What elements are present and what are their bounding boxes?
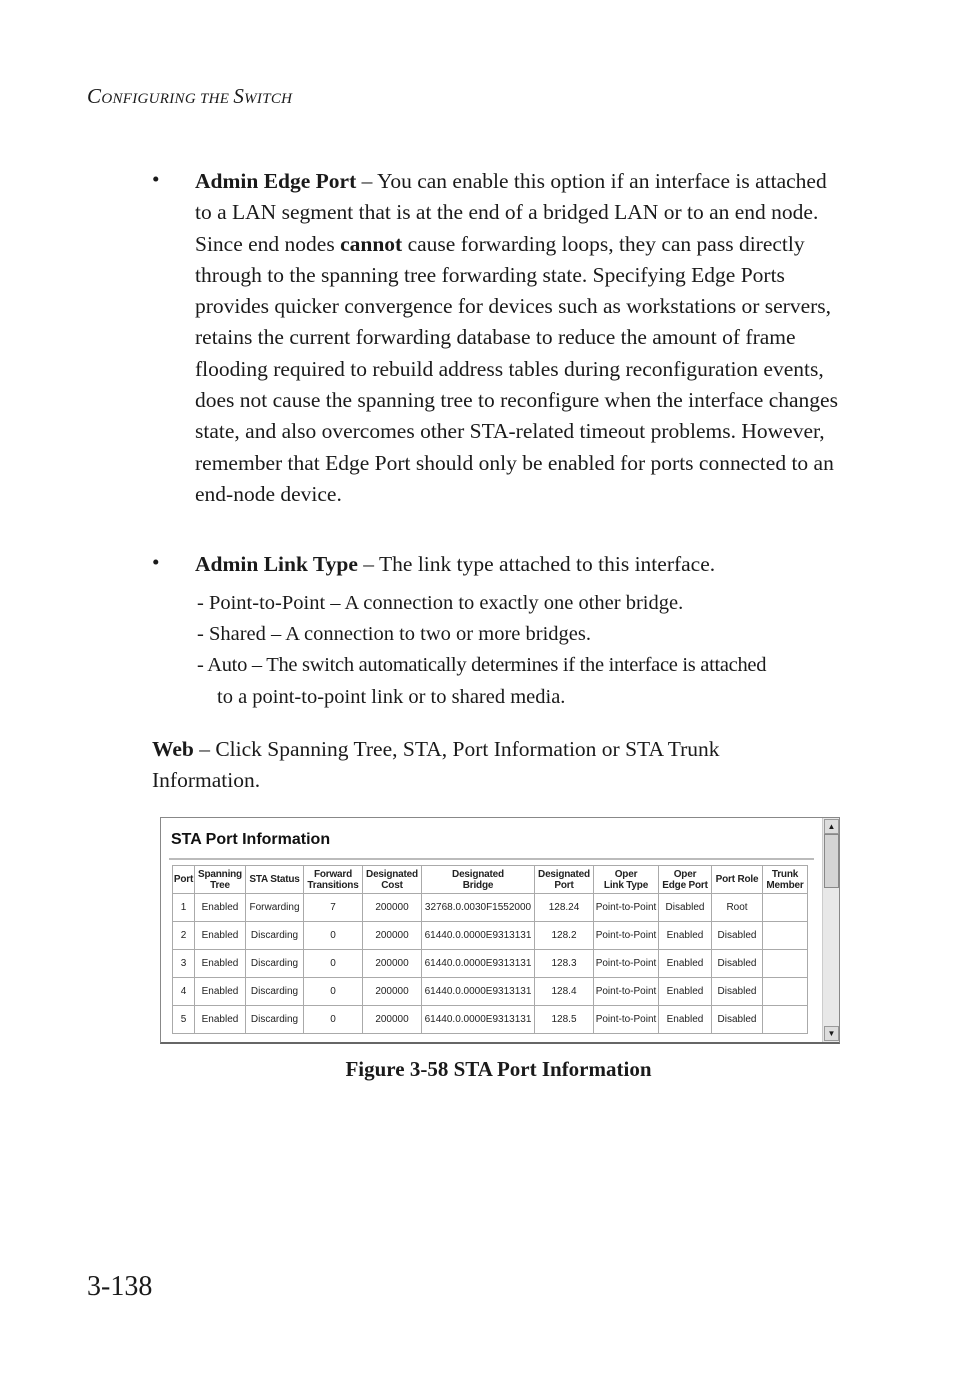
- table-cell: 32768.0.0030F1552000: [422, 894, 534, 921]
- link-type-item: - Point-to-Point – A connection to exactly one other bridge.: [197, 592, 684, 614]
- scrollbar[interactable]: [822, 818, 839, 1042]
- table-cell: Enabled: [659, 978, 711, 1005]
- table-cell: Enabled: [195, 922, 245, 949]
- column-header-text: Spanning: [198, 868, 242, 880]
- table-cell: [763, 950, 807, 977]
- text: cause forwarding loops, they can pass directly through to the spanning tree forwarding state. Specifying Edge Ports provides quicker convergence for devices such as workstations or servers, retains the current forwarding database to reduce the amount of frame flooding required to rebuild address tables during reconfiguration events, does not cause the spanning tree to reconfigure when the interface changes state, and also overcomes other STA-related timeout problems. However, remember that Edge Port should only be enabled for ports connected to an end-node device.: [195, 231, 838, 506]
- table-cell: 1: [173, 894, 194, 921]
- table-cell: 200000: [363, 950, 421, 977]
- text: – Click Spanning Tree, STA, Port Information or STA Trunk Information.: [152, 737, 720, 793]
- emphasis: cannot: [340, 231, 403, 256]
- column-header: [712, 866, 762, 893]
- column-header-text: Designated: [452, 868, 504, 880]
- table-row: [173, 1006, 807, 1033]
- table-cell: 61440.0.0000E9313131: [422, 1006, 534, 1033]
- link-type-item: - Auto – The switch automatically determines if the interface is attached: [197, 654, 767, 676]
- table-cell: [763, 894, 807, 921]
- text: – The link type attached to this interface.: [357, 552, 716, 576]
- table-cell: 200000: [363, 1006, 421, 1033]
- table-cell: Enabled: [195, 978, 245, 1005]
- table-cell: 5: [173, 1006, 194, 1033]
- table-cell: 128.5: [535, 1006, 593, 1033]
- column-header-text: STA Status: [249, 874, 300, 885]
- table-cell: Disabled: [659, 894, 711, 921]
- table-cell: Enabled: [659, 1006, 711, 1033]
- sta-port-table: [172, 865, 808, 1034]
- table-cell: Disabled: [712, 978, 762, 1005]
- table-cell: Disabled: [712, 922, 762, 949]
- column-header: [763, 866, 807, 893]
- table-cell: Enabled: [195, 894, 245, 921]
- column-header: [535, 866, 593, 893]
- table-cell: 128.3: [535, 950, 593, 977]
- column-header-text: Oper: [673, 868, 697, 880]
- table-row: [173, 922, 807, 949]
- column-header-text: Transitions: [307, 879, 359, 891]
- table-row: [173, 950, 807, 977]
- table-row: [173, 978, 807, 1005]
- term: Admin Edge Port: [195, 169, 357, 193]
- figure-caption: Figure 3-58 STA Port Information: [345, 1057, 652, 1081]
- column-header-text: Edge Port: [662, 879, 708, 891]
- column-header-text: Link Type: [603, 879, 649, 891]
- panel-title: STA Port Information: [171, 831, 331, 848]
- table-cell: Discarding: [246, 922, 303, 949]
- bullet-icon: •: [152, 167, 160, 191]
- table-cell: 7: [304, 894, 362, 921]
- header-text: S: [233, 84, 245, 108]
- header-text: ONFIGURING THE: [101, 91, 234, 107]
- table-cell: 128.24: [535, 894, 593, 921]
- term: Admin Link Type: [195, 552, 358, 576]
- page-number: 3-138: [87, 1271, 153, 1302]
- table-cell: 200000: [363, 978, 421, 1005]
- table-cell: 0: [304, 1006, 362, 1033]
- bullet-icon: •: [152, 550, 160, 574]
- column-header-text: Port: [554, 879, 574, 891]
- table-cell: Point-to-Point: [594, 922, 658, 949]
- bullet-admin-link-type: [195, 549, 845, 580]
- table-cell: Enabled: [659, 922, 711, 949]
- text: – You can enable this option if an interface is attached to a LAN segment that is at the end of a bridged LAN or to an end node. Since end nodes: [195, 169, 827, 256]
- table-cell: 61440.0.0000E9313131: [422, 922, 534, 949]
- column-header: [422, 866, 534, 893]
- table-cell: 61440.0.0000E9313131: [422, 978, 534, 1005]
- table-cell: 128.4: [535, 978, 593, 1005]
- table-cell: Discarding: [246, 950, 303, 977]
- table-cell: Discarding: [246, 978, 303, 1005]
- column-header: [246, 866, 303, 893]
- table-cell: Forwarding: [246, 894, 303, 921]
- column-header: [659, 866, 711, 893]
- table-cell: 2: [173, 922, 194, 949]
- table-cell: Root: [712, 894, 762, 921]
- header-text: C: [87, 84, 102, 108]
- column-header-text: Cost: [381, 879, 403, 891]
- scroll-thumb[interactable]: [824, 834, 839, 888]
- table-cell: Point-to-Point: [594, 1006, 658, 1033]
- sta-port-information-screenshot: [160, 817, 840, 1044]
- table-cell: Enabled: [195, 950, 245, 977]
- table-cell: Enabled: [195, 1006, 245, 1033]
- column-header-text: Member: [766, 879, 804, 891]
- column-header-text: Port: [173, 874, 194, 885]
- table-cell: 0: [304, 922, 362, 949]
- column-header-text: Port Role: [715, 874, 759, 885]
- column-header: [173, 866, 194, 893]
- web-instructions: [152, 734, 792, 797]
- column-header-text: Designated: [366, 868, 418, 880]
- term: Web: [152, 737, 194, 761]
- column-header: [363, 866, 421, 893]
- column-header: [594, 866, 658, 893]
- column-header: [304, 866, 362, 893]
- link-type-item: to a point-to-point link or to shared media.: [217, 686, 566, 708]
- running-header: [87, 84, 292, 109]
- scroll-down-icon[interactable]: ▼: [824, 1026, 839, 1041]
- table-cell: 200000: [363, 894, 421, 921]
- column-header: [195, 866, 245, 893]
- column-header-text: Oper: [614, 868, 638, 880]
- column-header-text: Bridge: [462, 879, 494, 891]
- table-cell: Disabled: [712, 950, 762, 977]
- bullet-admin-edge-port: [195, 166, 845, 510]
- table-cell: Discarding: [246, 1006, 303, 1033]
- table-cell: Enabled: [659, 950, 711, 977]
- column-header-text: Tree: [210, 879, 230, 891]
- table-cell: [763, 922, 807, 949]
- table-cell: 61440.0.0000E9313131: [422, 950, 534, 977]
- column-header-text: Forward: [313, 868, 353, 880]
- table-cell: 0: [304, 978, 362, 1005]
- table-cell: Point-to-Point: [594, 894, 658, 921]
- table-cell: Point-to-Point: [594, 950, 658, 977]
- link-type-item: - Shared – A connection to two or more bridges.: [197, 623, 591, 645]
- table-cell: [763, 1006, 807, 1033]
- column-header-text: Designated: [538, 868, 590, 880]
- table-cell: [763, 978, 807, 1005]
- table-cell: 4: [173, 978, 194, 1005]
- column-header-text: Trunk: [771, 868, 799, 880]
- table-cell: 0: [304, 950, 362, 977]
- table-cell: 200000: [363, 922, 421, 949]
- divider: [169, 858, 814, 860]
- scroll-up-icon[interactable]: ▲: [824, 819, 839, 834]
- table-cell: Disabled: [712, 1006, 762, 1033]
- table-cell: 128.2: [535, 922, 593, 949]
- table-cell: Point-to-Point: [594, 978, 658, 1005]
- header-text: WITCH: [244, 91, 293, 107]
- table-row: [173, 894, 807, 921]
- table-cell: 3: [173, 950, 194, 977]
